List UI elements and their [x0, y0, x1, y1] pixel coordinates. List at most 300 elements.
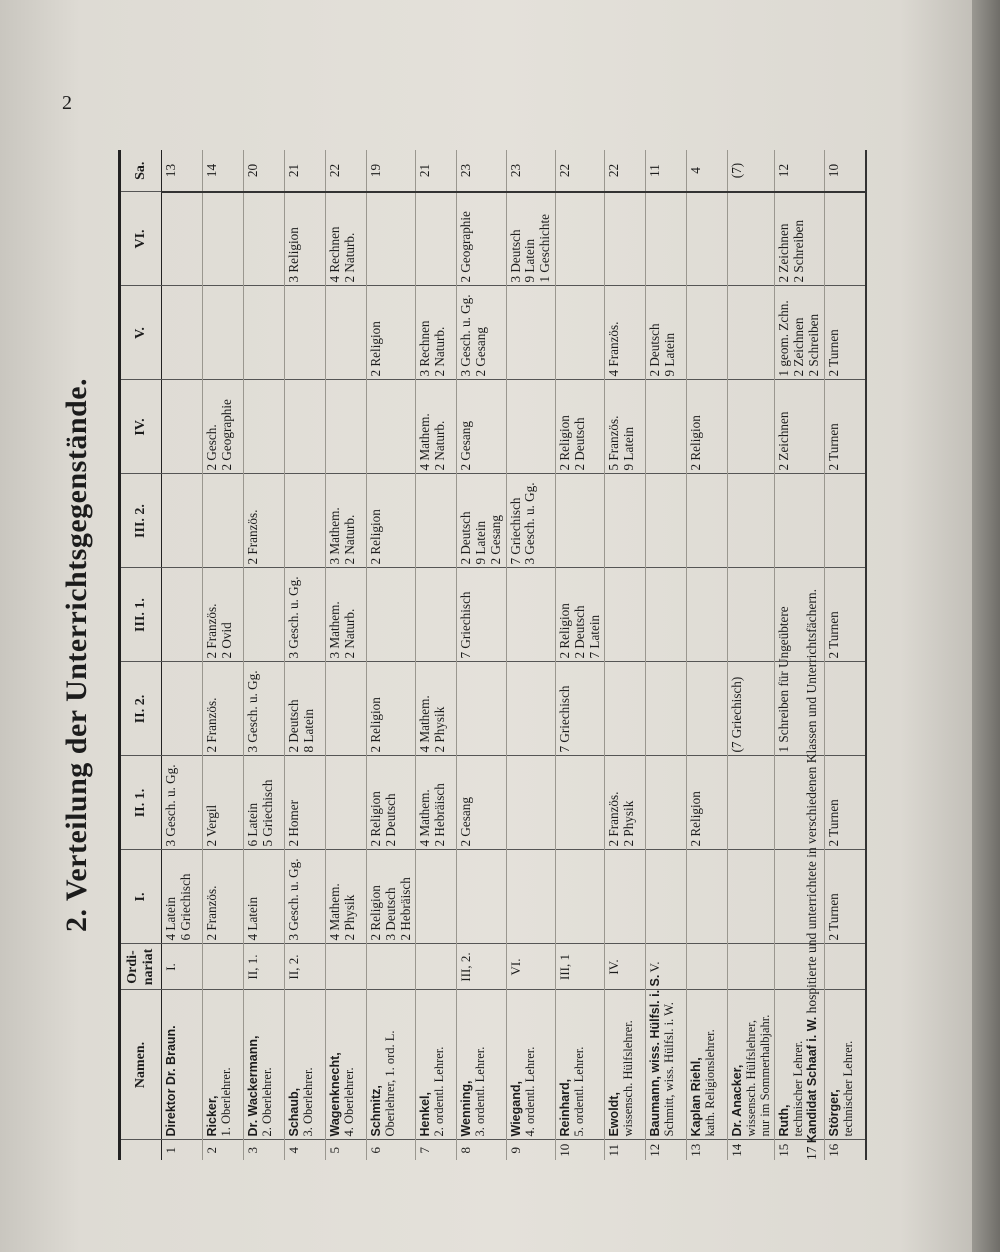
- teacher-name: Störger,: [826, 1089, 841, 1137]
- subject-cell-VI: [326, 192, 367, 286]
- subject-cell-VI: [824, 192, 866, 286]
- ordinariat-text: I.: [163, 963, 178, 971]
- teacher-title: 3. ordentl. Lehrer.: [473, 1046, 488, 1137]
- table-row: [687, 150, 728, 1160]
- subject-entry: 3 Gesch. u. Gg.: [458, 294, 474, 377]
- row-number-text: 1: [163, 1147, 178, 1154]
- teacher-name-cell: [457, 990, 506, 1140]
- table-row: [506, 150, 555, 1160]
- table-row: [367, 150, 416, 1160]
- subject-cell-VI: [556, 192, 605, 286]
- subject-cell-II2: [687, 662, 728, 756]
- hours-sum-cell: [556, 150, 605, 192]
- row-number-text: 8: [458, 1147, 474, 1154]
- subject-cell-II2: [416, 662, 457, 756]
- row-number: [687, 1140, 728, 1160]
- ordinariat-cell: [728, 944, 775, 990]
- subject-cell-III1: [506, 568, 555, 662]
- subject-entry: 2 Zeichnen: [776, 411, 792, 471]
- subject-cell-VI: [457, 192, 506, 286]
- subject-entry: 2 Gesang: [458, 421, 474, 471]
- row-number-text: 12: [647, 1143, 663, 1157]
- subject-cell-II1: [728, 756, 775, 850]
- teacher-title: Schmitt, wiss. Hülfsl. i. W.: [662, 1002, 677, 1137]
- subject-cell-III2: [506, 474, 555, 568]
- teacher-name: Ruth,: [777, 1104, 792, 1137]
- row-number: [605, 1140, 646, 1160]
- subject-cell-V: [646, 286, 687, 380]
- table-row: [244, 150, 285, 1160]
- teacher-name: Schmitz,: [369, 1085, 383, 1137]
- row-number: [326, 1140, 367, 1160]
- subject-cell-V: [162, 286, 203, 380]
- subject-entry: 2 Physik: [621, 800, 637, 847]
- table-header-row: [120, 150, 162, 1160]
- teacher-name: Ewoldt,: [607, 1092, 622, 1137]
- subject-cell-IV: [728, 380, 775, 474]
- subject-cell-V: [285, 286, 326, 380]
- subject-cell-III2: [416, 474, 457, 568]
- subject-cell-III1: [162, 568, 203, 662]
- subject-entry: 4 Französ.: [606, 321, 622, 377]
- hours-sum-cell: [824, 150, 866, 192]
- subject-cell-VI: [605, 192, 646, 286]
- subject-entry: 2 Vergil: [204, 804, 219, 847]
- subject-entry: 3 Rechnen: [417, 320, 433, 377]
- header-num: [120, 1140, 162, 1160]
- footer-name: Kandidat Schaaf i. W.: [805, 1016, 819, 1144]
- row-number-text: 11: [606, 1143, 622, 1157]
- subject-entry: 5 Französ.: [606, 415, 622, 471]
- subject-cell-IV: [687, 380, 728, 474]
- teacher-name-cell: [824, 990, 866, 1140]
- subject-cell-III2: [556, 474, 605, 568]
- subject-cell-V: [326, 286, 367, 380]
- subject-cell-I: [728, 850, 775, 944]
- teacher-title: technischer Lehrer.: [840, 1040, 855, 1137]
- teacher-name-cell: [326, 990, 367, 1140]
- table-row: [203, 150, 244, 1160]
- subject-cell-V: [416, 286, 457, 380]
- subject-cell-II1: [285, 756, 326, 850]
- subject-cell-III2: [824, 474, 866, 568]
- subject-entry: 2 Geographie: [458, 211, 474, 283]
- teacher-name: Dr. Wackermann,: [246, 1035, 260, 1137]
- subject-entry: 2 Französ.: [245, 509, 260, 565]
- teacher-title: 4. ordentl. Lehrer.: [522, 1046, 537, 1137]
- subject-entry: 1 Schreiben für Ungeübtere: [776, 606, 792, 753]
- subject-cell-II1: [457, 756, 506, 850]
- row-number-text: 10: [557, 1143, 573, 1157]
- subject-entry: 7 Griechisch: [557, 685, 573, 753]
- table-row: [326, 150, 367, 1160]
- subject-entry: 2 Ovid: [218, 622, 234, 659]
- table-row: [824, 150, 866, 1160]
- subject-cell-V: [203, 286, 244, 380]
- subject-entry: 2 Gesang: [458, 797, 474, 847]
- subject-entry: 3 Gesch. u. Gg.: [286, 858, 301, 941]
- subject-entry: 2 Schreiben: [805, 313, 821, 377]
- ordinariat-cell: [506, 944, 555, 990]
- subject-entry: 2 Naturb.: [341, 514, 357, 565]
- subject-cell-I: [244, 850, 285, 944]
- teacher-name: Dr. Anacker,: [730, 1064, 745, 1137]
- row-number: [285, 1140, 326, 1160]
- subject-entry: 6 Griechisch: [177, 873, 193, 941]
- row-number-text: 2: [204, 1147, 219, 1154]
- table-row: [162, 150, 203, 1160]
- row-number: [162, 1140, 203, 1160]
- subject-cell-IV: [605, 380, 646, 474]
- hours-sum: 14: [204, 163, 219, 178]
- subject-entry: 3 Mathem.: [327, 601, 342, 659]
- teacher-name-cell: [728, 990, 775, 1140]
- rotated-content: [60, 150, 855, 1160]
- hours-sum-cell: [728, 150, 775, 192]
- subject-entry: 7 Griechisch: [458, 591, 474, 659]
- teacher-name: Kaplan Riehl,: [689, 1057, 704, 1137]
- hours-sum-cell: [367, 150, 416, 192]
- subject-cell-VI: [285, 192, 326, 286]
- header-ordinariat: Ordi-nariat: [120, 944, 162, 990]
- ordinariat-text: IV.: [606, 959, 622, 975]
- subject-entry: 9 Latein: [621, 426, 637, 471]
- subject-cell-II2: [367, 662, 416, 756]
- ordinariat-cell: [244, 944, 285, 990]
- subject-entry: 2 Deutsch: [571, 417, 587, 471]
- subject-cell-IV: [506, 380, 555, 474]
- subject-entry: 6 Latein: [245, 802, 260, 847]
- hours-sum: 21: [417, 163, 433, 178]
- subject-cell-IV: [457, 380, 506, 474]
- subject-cell-II1: [367, 756, 416, 850]
- subject-entry: 2 Gesang: [487, 515, 503, 565]
- ordinariat-text: VI.: [507, 958, 523, 976]
- hours-sum: (7): [729, 162, 745, 179]
- hours-sum-cell: [203, 150, 244, 192]
- subject-cell-III2: [605, 474, 646, 568]
- subject-cell-III2: [457, 474, 506, 568]
- teacher-name-cell: [605, 990, 646, 1140]
- header-sa: Sa.: [120, 150, 162, 192]
- hours-sum: 22: [557, 163, 573, 178]
- subject-cell-I: [203, 850, 244, 944]
- subject-entry: 3 Gesch. u. Gg.: [245, 670, 260, 753]
- teacher-name-cell: [367, 990, 416, 1140]
- row-number: [646, 1140, 687, 1160]
- subject-cell-I: [457, 850, 506, 944]
- teacher-title: 3. Oberlehrer.: [301, 1067, 315, 1137]
- subject-cell-II1: [824, 756, 866, 850]
- subject-cell-III1: [326, 568, 367, 662]
- teacher-name: Henkel,: [418, 1092, 433, 1137]
- teacher-title: technischer Lehrer.: [791, 1040, 806, 1137]
- header-II1: II. 1.: [120, 756, 162, 850]
- subject-entry: 2 Zeichnen: [776, 223, 792, 283]
- teacher-name: Wiegand,: [508, 1081, 523, 1137]
- table-body: [162, 150, 866, 1160]
- subject-entry: 2 Schreiben: [791, 219, 807, 283]
- teacher-name: Schaub,: [287, 1087, 301, 1137]
- header-names: Namen.: [120, 990, 162, 1140]
- subject-cell-VI: [367, 192, 416, 286]
- subject-cell-IV: [285, 380, 326, 474]
- row-number-text: 3: [245, 1147, 260, 1154]
- subject-cell-I: [687, 850, 728, 944]
- teacher-name-cell: [162, 990, 203, 1140]
- footer-row: [804, 150, 820, 1160]
- teacher-name: Baumann, wiss. Hülfsl. i. S.: [648, 974, 663, 1137]
- subject-entry: 2 Religion: [368, 321, 383, 377]
- subject-cell-IV: [162, 380, 203, 474]
- subject-cell-III2: [646, 474, 687, 568]
- page-number: 2: [62, 92, 72, 114]
- row-number: [416, 1140, 457, 1160]
- subject-cell-VI: [203, 192, 244, 286]
- table-row: [457, 150, 506, 1160]
- subject-entry: 2 Religion: [688, 415, 704, 471]
- row-number-text: 7: [417, 1147, 433, 1154]
- subject-cell-III2: [162, 474, 203, 568]
- subject-cell-I: [646, 850, 687, 944]
- row-number: [506, 1140, 555, 1160]
- subject-entry: 2 Physik: [341, 894, 357, 941]
- ordinariat-text: V.: [647, 961, 663, 973]
- subject-entry: 1 Geschichte: [537, 214, 553, 283]
- row-number-text: 15: [776, 1143, 792, 1157]
- subject-cell-VI: [162, 192, 203, 286]
- hours-sum: 4: [688, 167, 704, 174]
- hours-sum: 20: [245, 163, 260, 178]
- subject-cell-II2: [244, 662, 285, 756]
- subject-cell-II1: [556, 756, 605, 850]
- teacher-title: 2. ordentl. Lehrer.: [432, 1046, 447, 1137]
- subject-cell-I: [824, 850, 866, 944]
- subject-cell-V: [824, 286, 866, 380]
- row-number-text: 14: [729, 1143, 745, 1157]
- subject-entry: 2 Turnen: [825, 893, 841, 941]
- row-number-text: 13: [688, 1143, 704, 1157]
- hours-sum-cell: [326, 150, 367, 192]
- subject-entry: 2 Religion: [368, 791, 383, 847]
- subject-entry: 2 Religion: [688, 791, 704, 847]
- subject-cell-VI: [646, 192, 687, 286]
- ordinariat-cell: [367, 944, 416, 990]
- row-number-text: 5: [327, 1147, 342, 1154]
- hours-sum: 11: [647, 164, 663, 177]
- header-III1: III. 1.: [120, 568, 162, 662]
- subject-cell-II2: [326, 662, 367, 756]
- subject-cell-II1: [203, 756, 244, 850]
- row-number-text: 9: [507, 1147, 523, 1154]
- ordinariat-cell: [203, 944, 244, 990]
- subject-cell-VI: [728, 192, 775, 286]
- teacher-title: 4. Oberlehrer.: [342, 1067, 356, 1137]
- subject-entry: 2 Hebräisch: [397, 877, 413, 941]
- subject-cell-II1: [416, 756, 457, 850]
- header-I: I.: [120, 850, 162, 944]
- row-number: [203, 1140, 244, 1160]
- subject-entry: 2 Naturb.: [432, 326, 448, 377]
- teacher-name-cell: [416, 990, 457, 1140]
- subject-cell-II1: [605, 756, 646, 850]
- subject-cell-III1: [605, 568, 646, 662]
- subject-cell-I: [285, 850, 326, 944]
- subject-entry: 2 Geographie: [218, 399, 234, 471]
- subject-cell-II2: [556, 662, 605, 756]
- hours-sum: 19: [368, 163, 383, 178]
- subject-entry: 2 Gesang: [473, 327, 489, 377]
- subject-entry: 4 Latein: [245, 896, 260, 941]
- table-row: [416, 150, 457, 1160]
- hours-sum-cell: [244, 150, 285, 192]
- header-II2: II. 2.: [120, 662, 162, 756]
- subject-entry: 2 Deutsch: [458, 511, 474, 565]
- subject-cell-III1: [457, 568, 506, 662]
- row-number: [457, 1140, 506, 1160]
- table-row: [728, 150, 775, 1160]
- subject-cell-V: [244, 286, 285, 380]
- subject-cell-V: [457, 286, 506, 380]
- hours-sum: 12: [776, 163, 792, 178]
- subject-cell-II2: [457, 662, 506, 756]
- subject-cell-III1: [728, 568, 775, 662]
- subject-cell-II1: [646, 756, 687, 850]
- header-IV: IV.: [120, 380, 162, 474]
- teacher-name-cell: [244, 990, 285, 1140]
- teacher-title: kath. Religionslehrer.: [703, 1029, 718, 1137]
- teacher-title: 1. Oberlehrer.: [219, 1067, 233, 1137]
- subject-entry: 2 Naturb.: [341, 608, 357, 659]
- hours-sum-cell: [605, 150, 646, 192]
- subject-cell-IV: [416, 380, 457, 474]
- subject-entry: 2 Physik: [432, 706, 448, 753]
- subject-entry: 2 Naturb.: [341, 232, 357, 283]
- subject-cell-III2: [203, 474, 244, 568]
- subject-cell-VI: [506, 192, 555, 286]
- subject-cell-III1: [646, 568, 687, 662]
- subject-cell-IV: [646, 380, 687, 474]
- subject-entry: 3 Religion: [286, 227, 301, 283]
- row-number: [824, 1140, 866, 1160]
- subject-entry: 7 Griechisch: [507, 497, 523, 565]
- subject-cell-IV: [203, 380, 244, 474]
- hours-sum: 23: [458, 163, 474, 178]
- subject-entry: 2 Religion: [368, 885, 383, 941]
- subject-entry: 2 Homer: [286, 799, 301, 847]
- row-number-text: 4: [286, 1147, 301, 1154]
- hours-sum-cell: [416, 150, 457, 192]
- page-edge-shadow: [972, 0, 1000, 1252]
- hours-sum: 21: [286, 163, 301, 178]
- subject-cell-III1: [285, 568, 326, 662]
- footer-text: hospitierte und unterrichtete in verschiedenen Klassen und Unterrichtsfächern.: [804, 588, 819, 1014]
- subject-entry: 4 Rechnen: [327, 226, 342, 283]
- teacher-title: 2. Oberlehrer.: [260, 1067, 274, 1137]
- subject-entry: 2 Französ.: [204, 885, 219, 941]
- ordinariat-cell: [824, 944, 866, 990]
- subject-cell-III1: [244, 568, 285, 662]
- subject-entry: 4 Mathem.: [327, 883, 342, 941]
- subject-entry: 2 Religion: [368, 697, 383, 753]
- row-number-text: 16: [825, 1143, 841, 1157]
- page-title: 2. Verteilung der Unterrichtsgegenstände.: [60, 377, 93, 933]
- header-VI: VI.: [120, 192, 162, 286]
- subject-entry: 2 Deutsch: [286, 699, 301, 753]
- teacher-name-cell: [285, 990, 326, 1140]
- row-number: [244, 1140, 285, 1160]
- subject-entry: 9 Latein: [522, 238, 538, 283]
- subject-entry: 9 Latein: [662, 332, 678, 377]
- teacher-title: wissensch. Hülfslehrer.: [621, 1020, 636, 1137]
- subject-cell-II1: [326, 756, 367, 850]
- teacher-name-cell: [646, 974, 687, 1140]
- hours-sum: 13: [163, 163, 178, 178]
- subject-cell-III1: [203, 568, 244, 662]
- header-V: V.: [120, 286, 162, 380]
- teacher-name-cell: [203, 990, 244, 1140]
- subject-cell-VI: [687, 192, 728, 286]
- subject-entry: 2 Turnen: [825, 423, 841, 471]
- header-III2: III. 2.: [120, 474, 162, 568]
- subject-cell-VI: [416, 192, 457, 286]
- teacher-name: Wagenknecht,: [328, 1052, 342, 1137]
- subject-cell-V: [728, 286, 775, 380]
- subject-cell-II2: [605, 662, 646, 756]
- subject-entry: 3 Deutsch: [507, 229, 523, 283]
- subject-cell-IV: [556, 380, 605, 474]
- row-number-text: 6: [368, 1147, 383, 1154]
- subject-cell-IV: [367, 380, 416, 474]
- subject-entry: 9 Latein: [473, 520, 489, 565]
- subject-entry: 4 Mathem.: [417, 413, 433, 471]
- subject-cell-III2: [326, 474, 367, 568]
- subject-entry: 2 Naturb.: [432, 420, 448, 471]
- row-number: [367, 1140, 416, 1160]
- subject-entry: 2 Turnen: [825, 799, 841, 847]
- subject-cell-III1: [824, 568, 866, 662]
- ordinariat-text: II, 1.: [245, 954, 260, 980]
- table-row: [646, 150, 687, 1160]
- hours-sum-cell: [285, 150, 326, 192]
- subject-cell-I: [416, 850, 457, 944]
- subject-cell-III2: [285, 474, 326, 568]
- teacher-title: 5. ordentl. Lehrer.: [572, 1046, 587, 1137]
- subject-entry: 4 Mathem.: [417, 789, 433, 847]
- subject-cell-II2: [646, 662, 687, 756]
- hours-sum-cell: [162, 150, 203, 192]
- hours-sum-cell: [646, 150, 687, 192]
- ordinariat-cell: [285, 944, 326, 990]
- ordinariat-cell: [556, 944, 605, 990]
- subject-cell-V: [367, 286, 416, 380]
- row-number: [728, 1140, 775, 1160]
- footer-num: 17: [804, 1146, 819, 1160]
- subject-cell-II2: [824, 662, 866, 756]
- ordinariat-cell: [416, 944, 457, 990]
- subject-cell-V: [506, 286, 555, 380]
- subject-cell-II2: [728, 662, 775, 756]
- subject-entry: 4 Mathem.: [417, 695, 433, 753]
- subject-cell-III1: [367, 568, 416, 662]
- ordinariat-cell: [457, 944, 506, 990]
- teacher-name-cell: [556, 990, 605, 1140]
- subject-entry: 2 Hebräisch: [432, 783, 448, 847]
- subject-entry: 3 Gesch. u. Gg.: [286, 576, 301, 659]
- hours-sum-cell: [687, 150, 728, 192]
- subject-entry: 2 Französ.: [204, 697, 219, 753]
- subject-entry: 2 Turnen: [825, 611, 841, 659]
